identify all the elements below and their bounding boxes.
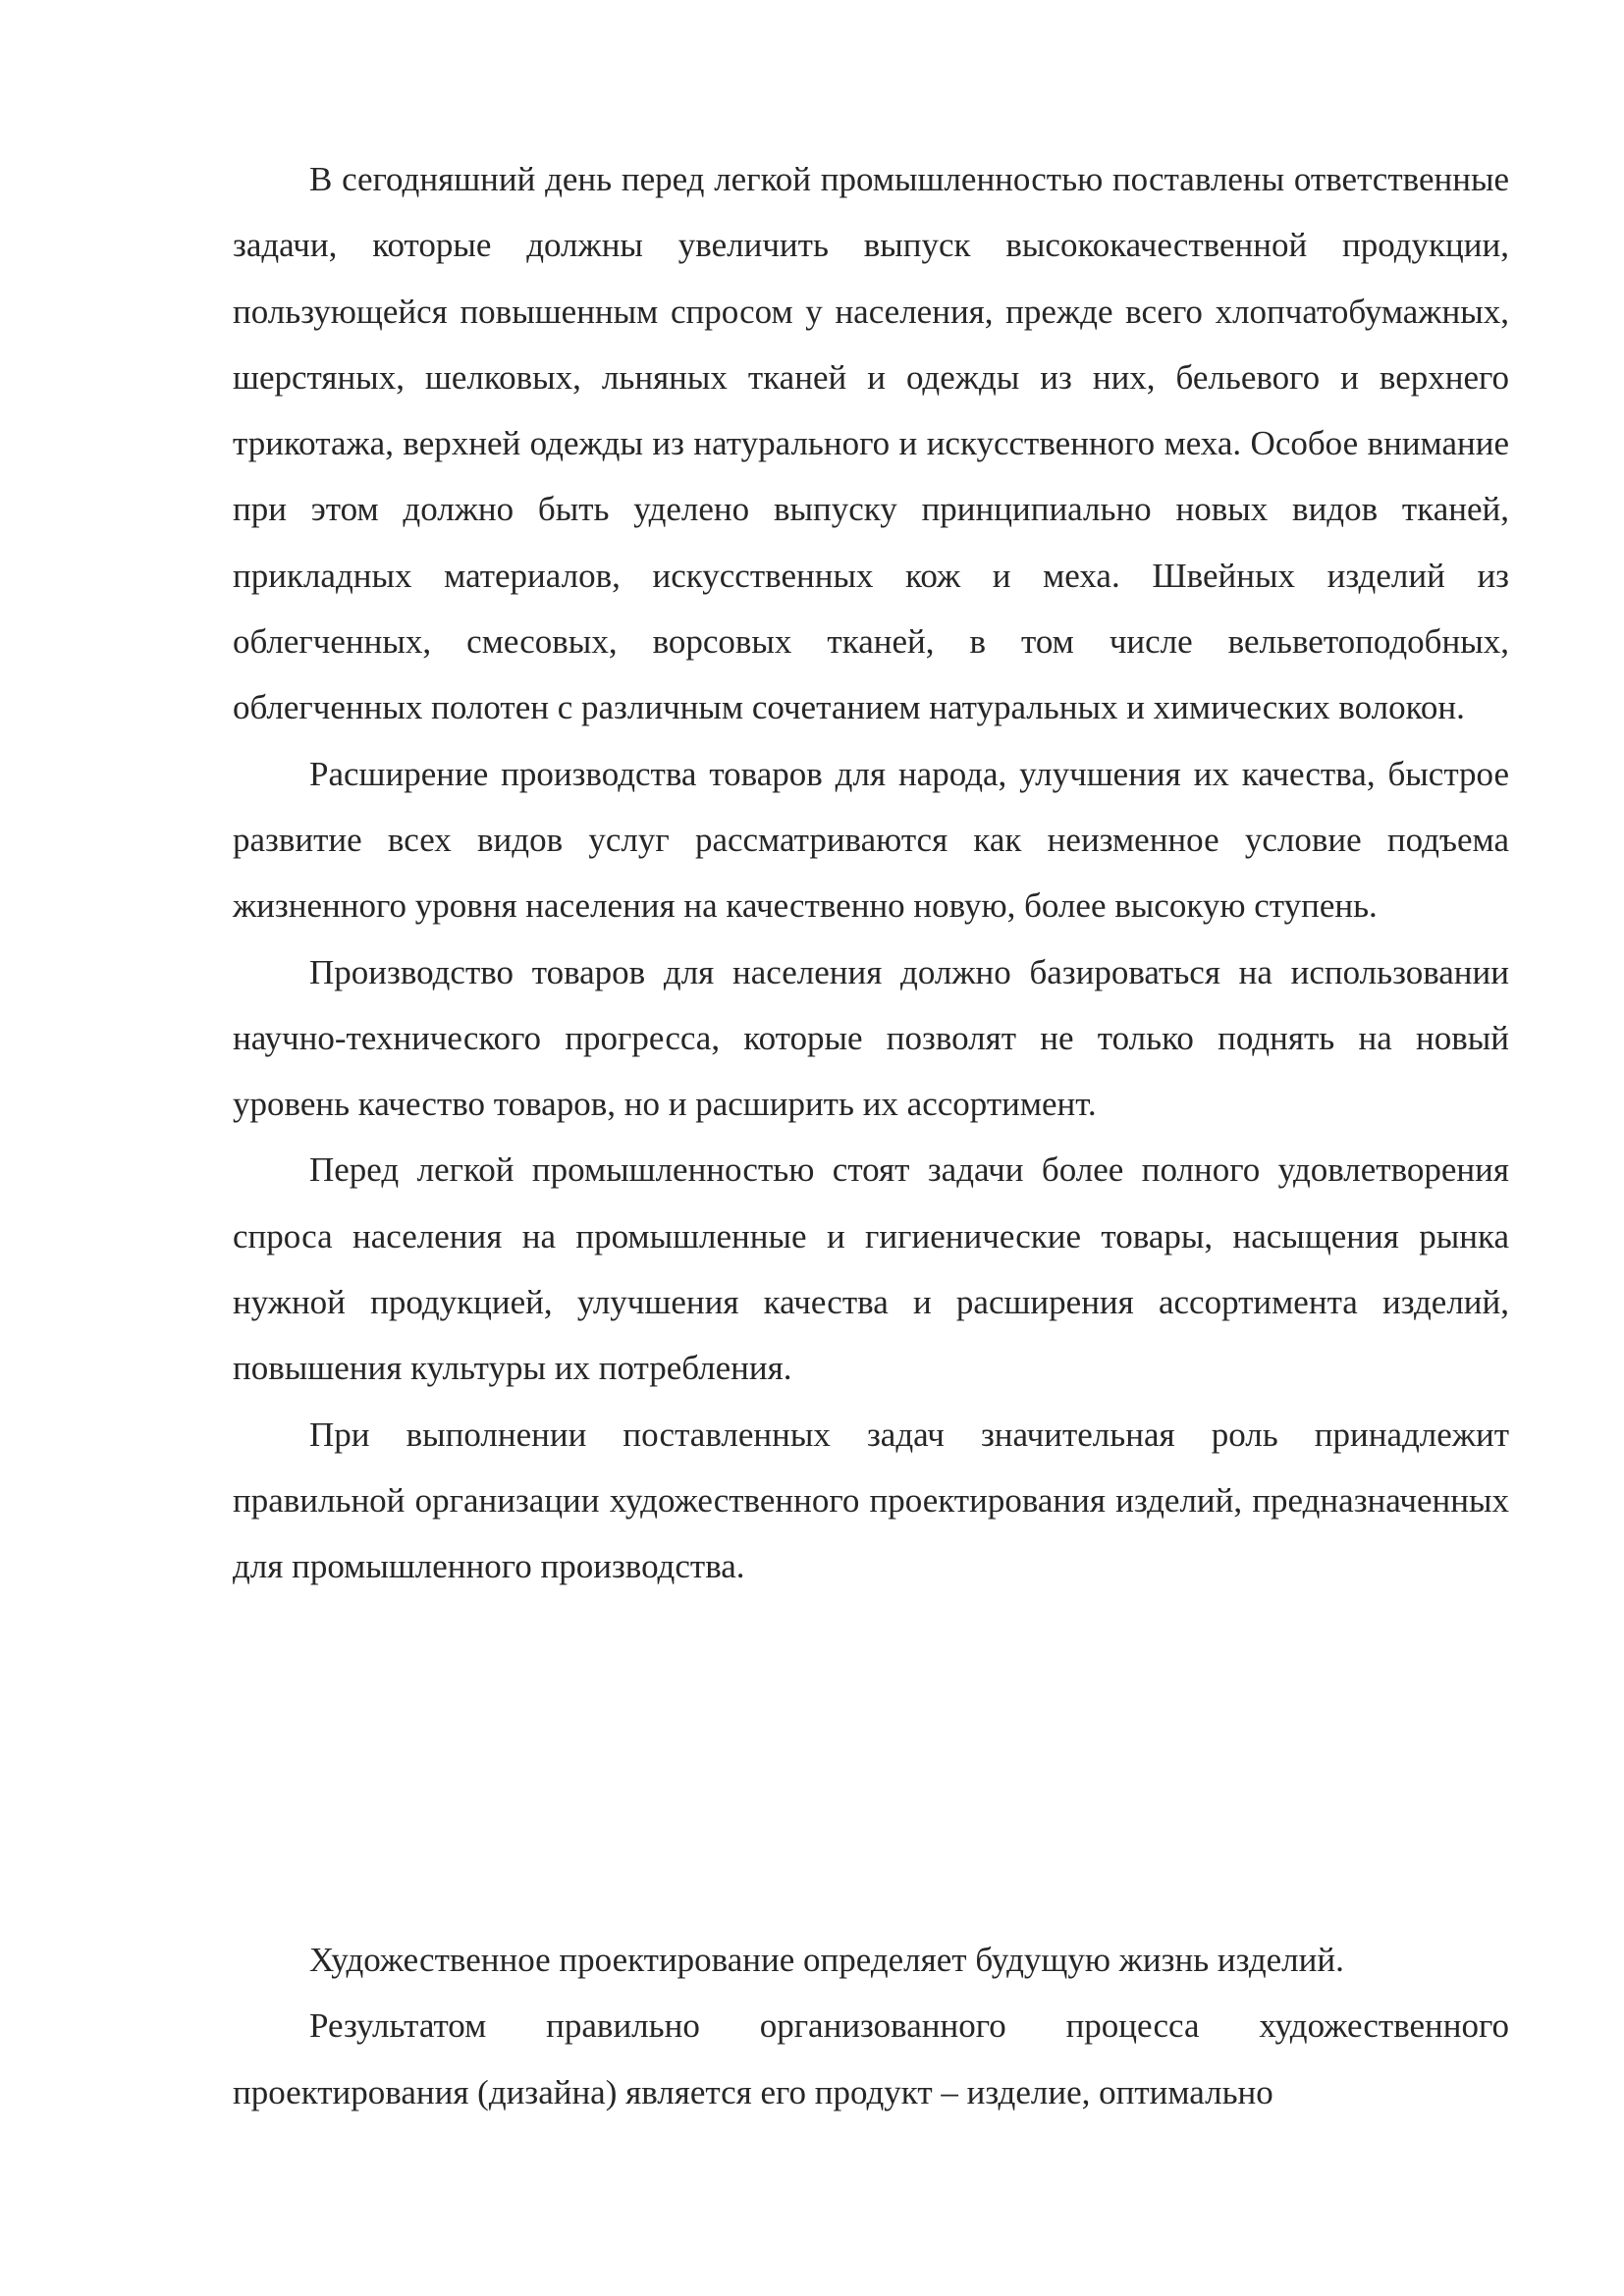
text-block-bottom xyxy=(233,1927,1509,2125)
paragraph: Результатом правильно организованного процесса художественного проектирования (дизайна) является его продукт – изделие, оптимально xyxy=(233,2006,1509,2111)
paragraph: В сегодняшний день перед легкой промышленностью поставлены ответственные задачи, которые должны увеличить выпуск высококачественной продукции, пользующейся повышенным спросом у населения, прежде всего хлопчатобумажных, шерстяных, шелковых, льняных тканей и одежды из них, бельевого и верхнего трикотажа, верхней одежды из натурального и искусственного меха. Особое внимание при этом должно быть уделено выпуску принципиально новых видов тканей, прикладных материалов, искусственных кож и меха. Швейных изделий из облегченных, смесовых, ворсовых тканей, в том числе вельветоподобных, облегченных полотен с различным сочетанием натуральных и химических волокон. xyxy=(233,160,1509,727)
paragraph: Производство товаров для населения должно базироваться на использовании научно-технического прогресса, которые позволят не только поднять на новый уровень качество товаров, но и расширить их ассортимент. xyxy=(233,952,1509,1124)
paragraph: Художественное проектирование определяет будущую жизнь изделий. xyxy=(309,1941,1344,1979)
paragraph: Расширение производства товаров для народа, улучшения их качества, быстрое развитие всех видов услуг рассматриваются как неизменное условие подъема жизненного уровня населения на качественно новую, более высокую ступень. xyxy=(233,754,1509,926)
paragraph: При выполнении поставленных задач значительная роль принадлежит правильной организации художественного проектирования изделий, предназначенных для промышленного производства. xyxy=(233,1415,1509,1586)
paragraph: Перед легкой промышленностью стоят задачи более полного удовлетворения спроса населения на промышленные и гигиенические товары, насыщения рынка нужной продукцией, улучшения качества и расширения ассортимента изделий, повышения культуры их потребления. xyxy=(233,1150,1509,1388)
text-block-top xyxy=(233,146,1509,1600)
